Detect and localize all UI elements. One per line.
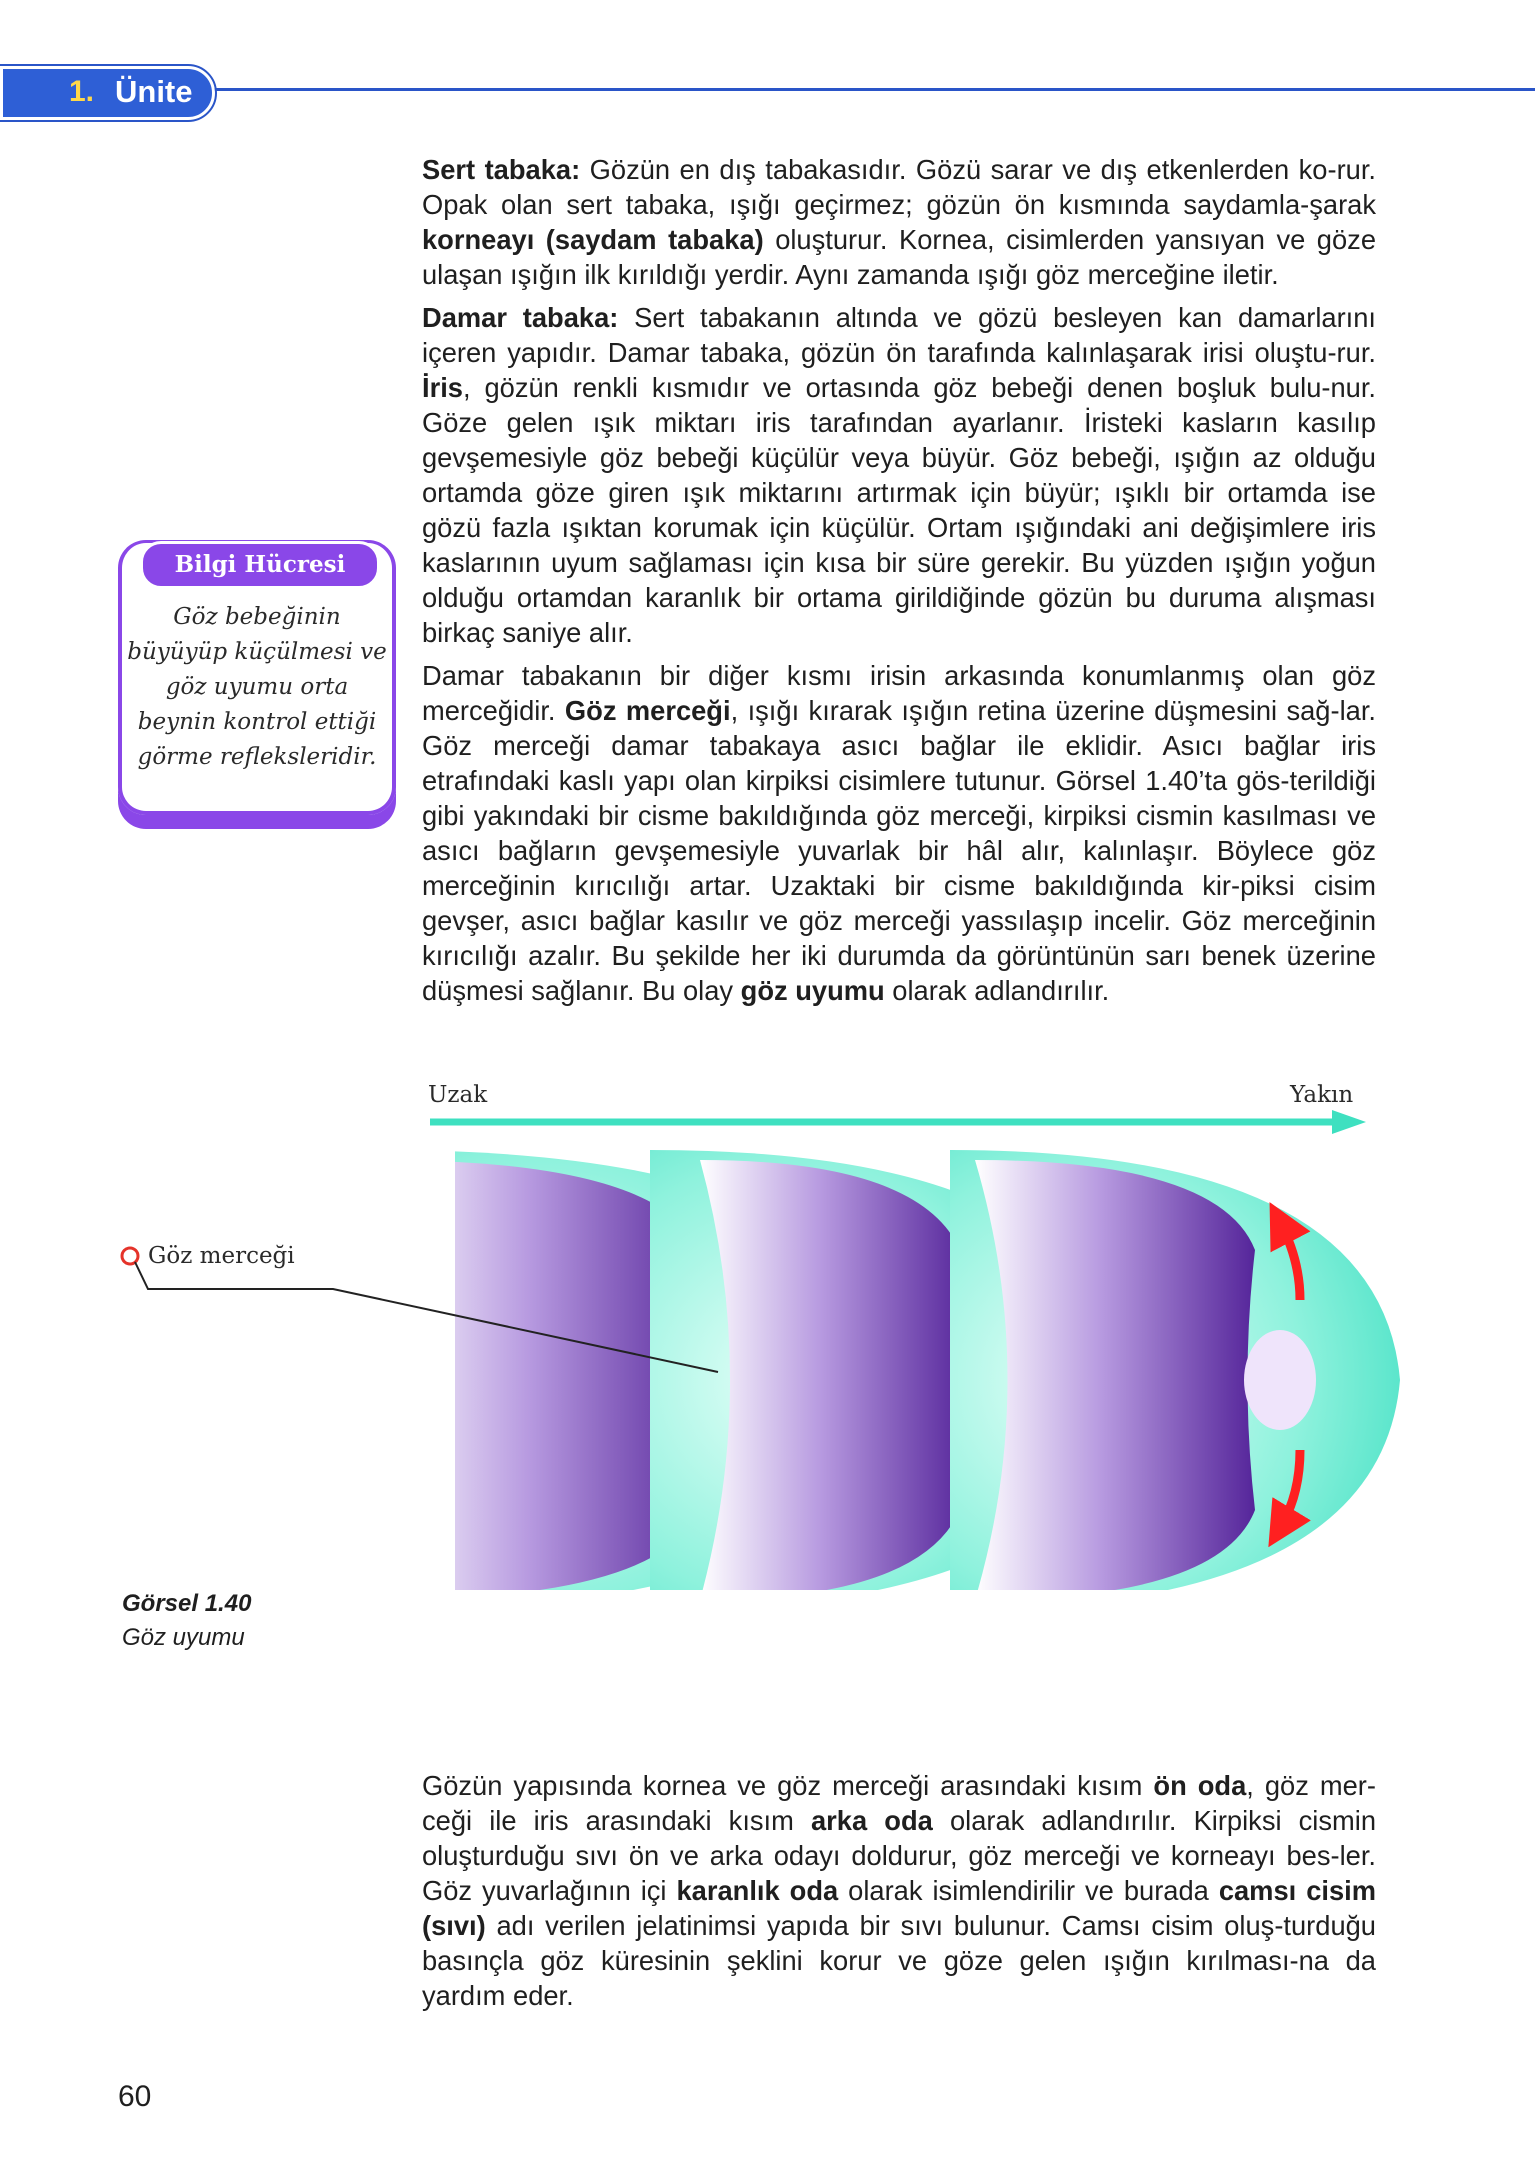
term-damar-tabaka: Damar tabaka:: [422, 302, 619, 333]
term-kornea: korneayı (saydam tabaka): [422, 224, 764, 255]
text-span: olarak adlandırılır. Kirpiksi cismin oluşturduğu sıvı ön ve arka odayı doldurur, göz merceği ve korneayı bes-ler. Göz yuvarlağının içi: [422, 1805, 1377, 1906]
unit-title: Ünite: [115, 74, 193, 109]
text-span: adı verilen jelatinimsi yapıda bir sıvı bulunur. Camsı cisim oluş-turduğu basınçla göz küresinin şeklini korur ve göze gelen ışığın kırılması-na da yardım eder.: [422, 1910, 1376, 2011]
lens-round: [1244, 1330, 1316, 1430]
label-near: Yakın: [1290, 1082, 1354, 1108]
text-span: , gözün renkli kısmıdır ve ortasında göz bebeği denen boşluk bulu-nur. Göze gelen ışık miktarı iris tarafından ayarlanır. İristeki kasların kasılıp gevşemesiyle göz bebeği küçülür veya büyür. Göz bebeği, ışığın az olduğu ortamda göze giren ışık miktarını artırmak için büyür; ışıklı bir ortamda ise gözü fazla ışıktan korumak için küçülür. Ortam ışığındaki ani değişimlere iris kaslarının uyum sağlaması için kısa bir süre gerekir. Bu yüzden ışığın yoğun olduğu ortamdan karanlık bir ortama girildiğinde gözün bu duruma alışması birkaç saniye alır.: [422, 372, 1376, 648]
term-sert-tabaka: Sert tabaka:: [422, 154, 581, 185]
body-text-lower: [422, 1768, 1376, 2021]
paragraph-goz-odalari: [422, 1768, 1376, 2013]
distance-scale-arrowhead: [1332, 1110, 1366, 1134]
lens-label-marker: [122, 1248, 138, 1264]
text-span: Gözün en dış tabakasıdır. Gözü sarar ve dış etkenlerden ko-rur. Opak olan sert tabaka, ışığı geçirmez; gözün ön kısmında saydamla-şarak: [422, 154, 1377, 220]
term-arka-oda: arka oda: [811, 1805, 933, 1836]
term-goz-uyumu: göz uyumu: [740, 975, 885, 1006]
label-far: Uzak: [428, 1082, 488, 1108]
text-span: Gözün yapısında kornea ve göz merceği arasındaki kısım: [422, 1770, 1154, 1801]
figure-caption-subtitle: Göz uyumu: [122, 1624, 245, 1651]
eye-near: [950, 1150, 1400, 1610]
label-lens: Göz merceği: [148, 1243, 295, 1269]
term-goz-mercegi: Göz merceği: [564, 695, 731, 726]
text-span: , ışığı kırarak ışığın retina üzerine düşmesini sağ-lar. Göz merceği damar tabakaya asıcı bağlar ile eklidir. Asıcı bağlar iris etrafındaki kaslı yapı olan kirpiksi cisimlere tutunur. Görsel 1.40’ta gös-terildiği gibi yakındaki bir cisme bakıldığında göz merceği, kirpiksi cismin kasılması ve asıcı bağların gevşemesiyle yuvarlak bir hâl alır, kalınlaşır. Böylece göz merceğinin kırıcılığı artar. Uzaktaki bir cisme bakıldığında kir-piksi cisim gevşer, asıcı bağlar kasılır ve göz merceği yassılaşıp incelir. Göz merceğinin kırıcılığı azalır. Bu şekilde her iki durumda da görüntünün sarı benek üzerine düşmesi sağlanır. Bu olay: [422, 695, 1376, 1006]
text-span: , göz mer-ceği ile iris arasındaki kısım: [422, 1770, 1376, 1836]
info-box-body: Göz bebeğinin büyüyüp küçülmesi ve göz uyumu orta beynin kontrol ettiği görme refleksleridir.: [127, 604, 387, 770]
eyeball-shape: [975, 1160, 1255, 1600]
text-span: olarak isimlendirilir ve burada: [838, 1875, 1219, 1906]
text-span: oluşturur. Kornea, cisimlerden yansıyan ve göze ulaşan ışığın ilk kırıldığı yerdir. Aynı zamanda ışığı göz merceğine iletir.: [422, 224, 1376, 290]
text-span: olarak adlandırılır.: [884, 975, 1110, 1006]
eyeball-shape: [700, 1160, 968, 1600]
figure-caption-title: Görsel 1.40: [122, 1590, 252, 1617]
info-box-title: Bilgi Hücresi: [140, 541, 380, 589]
unit-number: 1.: [69, 75, 95, 108]
term-on-oda: ön oda: [1153, 1770, 1247, 1801]
term-camsi-cisim: camsı cisim (sıvı): [422, 1875, 1376, 1941]
page-number: 60: [118, 2080, 152, 2113]
term-karanlik-oda: karanlık oda: [676, 1875, 839, 1906]
text-span: Sert tabakanın altında ve gözü besleyen kan damarlarını içeren yapıdır. Damar tabaka, gözün ön tarafında kalınlaşarak irisi oluştu-rur.: [422, 302, 1377, 368]
text-span: Damar tabakanın bir diğer kısmı irisin arkasında konumlanmış olan göz merceğidir.: [422, 660, 1376, 726]
term-iris: İris: [422, 372, 463, 403]
